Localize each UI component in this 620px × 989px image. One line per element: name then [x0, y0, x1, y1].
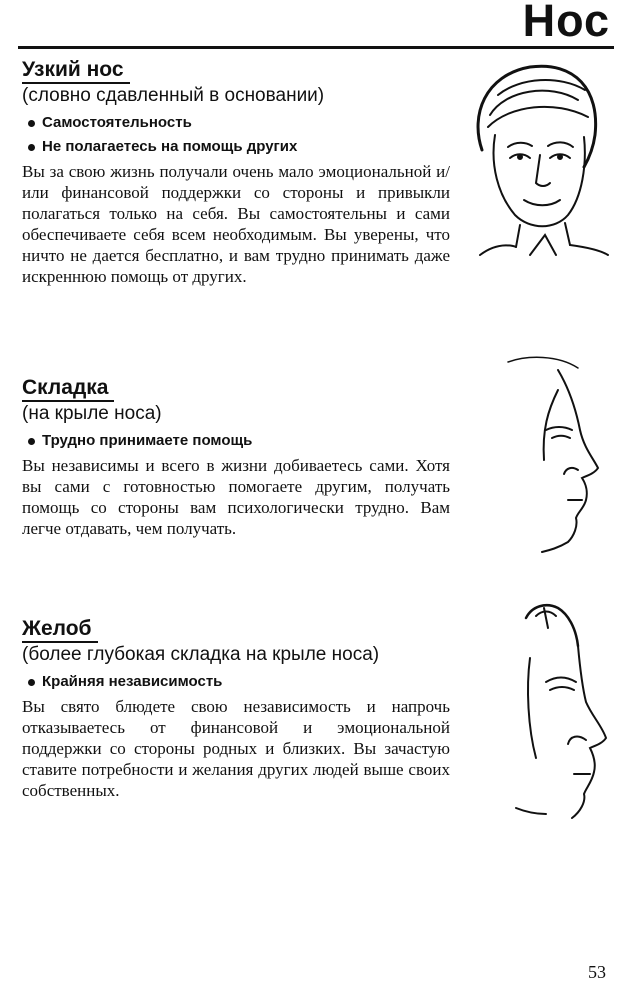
bullet-list: [22, 429, 452, 453]
section-body: Вы за свою жизнь получали очень мало эмоциональной и/или финансовой поддержки со стороны и привыкли полагаться только на себя. Вы самостоятельны и сами обеспечиваете себя всем необходимым. Вы уверены, что ничто не дается бесплатно, и вам трудно принимать даже искреннюю помощь от других.: [22, 162, 450, 286]
profile-face-illustration: [498, 350, 608, 555]
page-number: 53: [588, 962, 606, 982]
page-title: Нос: [522, 0, 610, 46]
section-subtitle: (словно сдавленный в основании): [22, 85, 325, 106]
section-groove: [22, 617, 452, 801]
section-title: Узкий нос: [22, 58, 130, 84]
bullet-item: Самостоятельность: [22, 111, 452, 135]
profile-face-hair-illustration: [506, 598, 610, 823]
section-crease: [22, 376, 452, 539]
header-rule: [18, 46, 614, 49]
section-subtitle: (более глубокая складка на крыле носа): [22, 644, 380, 665]
bullet-item: Не полагаетесь на помощь других: [22, 135, 452, 159]
bullet-list: [22, 111, 452, 159]
bullet-item: Крайняя независимость: [22, 670, 452, 694]
section-subtitle: (на крыле носа): [22, 403, 162, 424]
section-title: Желоб: [22, 617, 98, 643]
section-narrow-nose: [22, 58, 452, 287]
woman-face-illustration: [460, 55, 610, 260]
bullet-list: [22, 670, 452, 694]
section-title: Складка: [22, 376, 114, 402]
bullet-item: Трудно принимаете помощь: [22, 429, 452, 453]
section-body: Вы свято блюдете свою независимость и напрочь отказываетесь от финансовой и эмоциональной поддержки со стороны родных и близких. Вы зачастую ставите потребности и желания других людей выше своих собственных.: [22, 697, 450, 800]
section-body: Вы независимы и всего в жизни добиваетесь сами. Хотя вы сами с готовностью помогаете другим, получать помощь со стороны вам психологически трудно. Вам легче отдавать, чем получать.: [22, 456, 450, 538]
